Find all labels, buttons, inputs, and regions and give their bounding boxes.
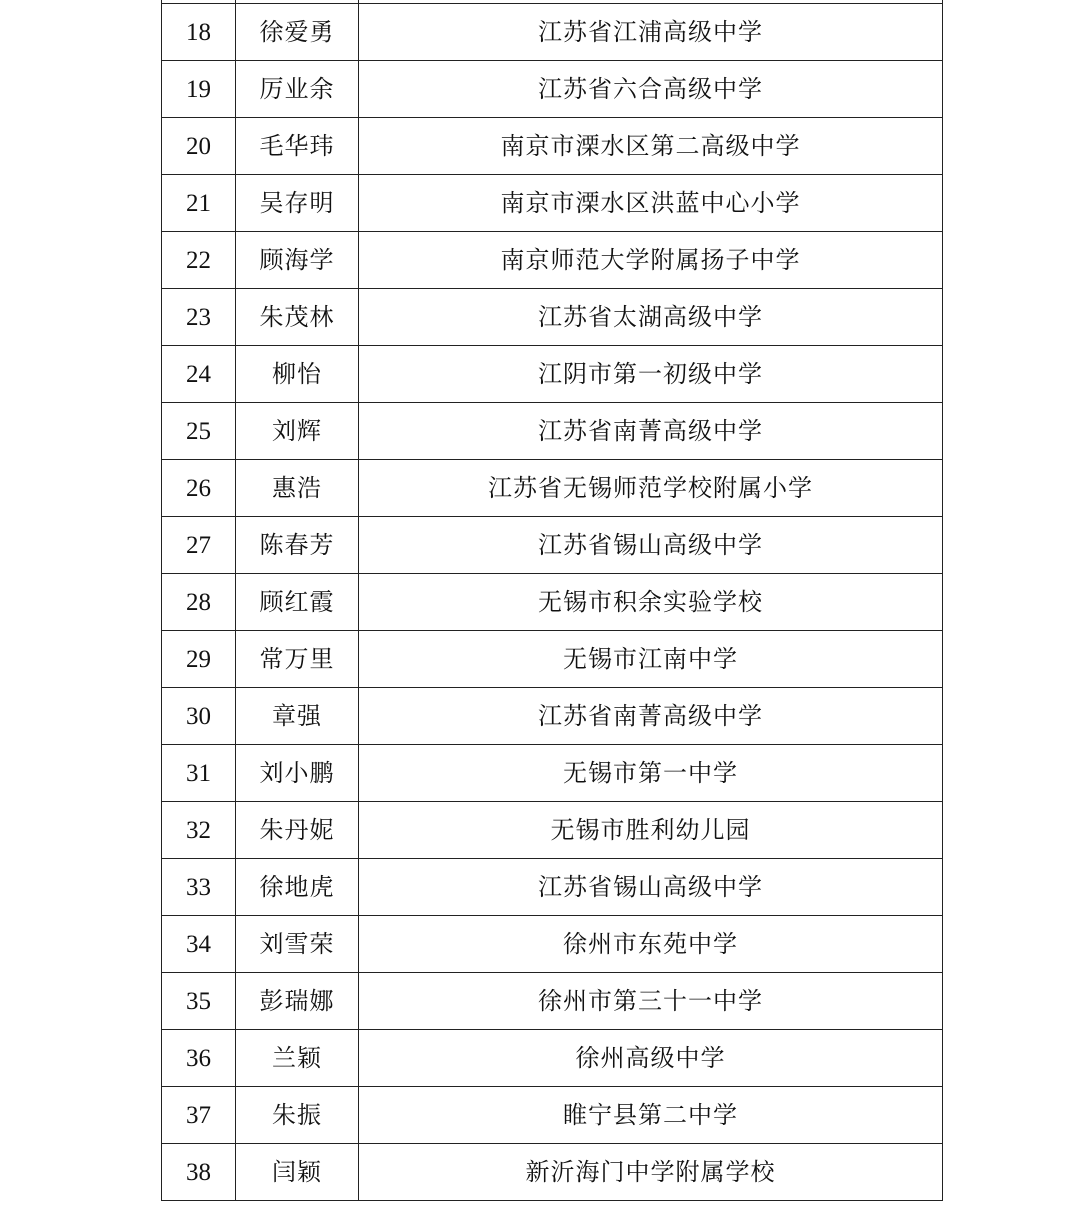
- person-name: 厉业余: [236, 61, 359, 118]
- table-row: [162, 403, 943, 460]
- school-name: 南京市溧水区洪蓝中心小学: [359, 175, 943, 232]
- person-name: 朱丹妮: [236, 802, 359, 859]
- table-row: [162, 175, 943, 232]
- row-number: 30: [162, 688, 236, 745]
- row-number: 22: [162, 232, 236, 289]
- row-number: 27: [162, 517, 236, 574]
- school-name: 南京师范大学附属扬子中学: [359, 232, 943, 289]
- row-number: 23: [162, 289, 236, 346]
- school-name: 江苏省南菁高级中学: [359, 403, 943, 460]
- person-name: 刘小鹏: [236, 745, 359, 802]
- person-name: 柳怡: [236, 346, 359, 403]
- table-row: [162, 517, 943, 574]
- table-row: [162, 232, 943, 289]
- row-number: 38: [162, 1144, 236, 1201]
- table-row: [162, 346, 943, 403]
- table-row: [162, 688, 943, 745]
- row-number: 26: [162, 460, 236, 517]
- table-row: [162, 859, 943, 916]
- person-name: 顾红霞: [236, 574, 359, 631]
- person-name: 惠浩: [236, 460, 359, 517]
- person-name: 兰颖: [236, 1030, 359, 1087]
- school-name: 江苏省太湖高级中学: [359, 289, 943, 346]
- row-number: 36: [162, 1030, 236, 1087]
- person-name: 刘辉: [236, 403, 359, 460]
- row-number: 19: [162, 61, 236, 118]
- row-number: 29: [162, 631, 236, 688]
- table-row: [162, 61, 943, 118]
- school-name: 徐州市第三十一中学: [359, 973, 943, 1030]
- person-name: 徐地虎: [236, 859, 359, 916]
- person-name: 常万里: [236, 631, 359, 688]
- table-row: [162, 460, 943, 517]
- school-name: 无锡市胜利幼儿园: [359, 802, 943, 859]
- person-name: 彭瑞娜: [236, 973, 359, 1030]
- table-row: [162, 574, 943, 631]
- person-name: 闫颖: [236, 1144, 359, 1201]
- row-number: 18: [162, 4, 236, 61]
- school-name: 无锡市江南中学: [359, 631, 943, 688]
- table-row: [162, 4, 943, 61]
- table-row: [162, 916, 943, 973]
- school-name: 江苏省南菁高级中学: [359, 688, 943, 745]
- row-number: 20: [162, 118, 236, 175]
- row-number: 34: [162, 916, 236, 973]
- school-name: 徐州市东苑中学: [359, 916, 943, 973]
- row-number: 28: [162, 574, 236, 631]
- row-number: 37: [162, 1087, 236, 1144]
- school-name: 江苏省锡山高级中学: [359, 517, 943, 574]
- row-number: 24: [162, 346, 236, 403]
- table-row: [162, 118, 943, 175]
- person-name: 陈春芳: [236, 517, 359, 574]
- person-name: 朱茂林: [236, 289, 359, 346]
- row-number: 35: [162, 973, 236, 1030]
- person-name: 毛华玮: [236, 118, 359, 175]
- row-number: 31: [162, 745, 236, 802]
- roster-body: [162, 0, 943, 1201]
- school-name: 徐州高级中学: [359, 1030, 943, 1087]
- school-name: 江苏省锡山高级中学: [359, 859, 943, 916]
- school-name: 无锡市第一中学: [359, 745, 943, 802]
- person-name: 顾海学: [236, 232, 359, 289]
- roster-table: [161, 0, 943, 1201]
- row-number: 32: [162, 802, 236, 859]
- table-row: [162, 1087, 943, 1144]
- person-name: 吴存明: [236, 175, 359, 232]
- person-name: 章强: [236, 688, 359, 745]
- row-number: 25: [162, 403, 236, 460]
- row-number: 33: [162, 859, 236, 916]
- school-name: 睢宁县第二中学: [359, 1087, 943, 1144]
- school-name: 江阴市第一初级中学: [359, 346, 943, 403]
- school-name: 南京市溧水区第二高级中学: [359, 118, 943, 175]
- table-row: [162, 1144, 943, 1201]
- person-name: 徐爱勇: [236, 4, 359, 61]
- table-row: [162, 1030, 943, 1087]
- table-row: [162, 973, 943, 1030]
- table-row: [162, 631, 943, 688]
- table-row: [162, 289, 943, 346]
- school-name: 无锡市积余实验学校: [359, 574, 943, 631]
- school-name: 江苏省六合高级中学: [359, 61, 943, 118]
- person-name: 朱振: [236, 1087, 359, 1144]
- school-name: 新沂海门中学附属学校: [359, 1144, 943, 1201]
- table-row: [162, 745, 943, 802]
- school-name: 江苏省无锡师范学校附属小学: [359, 460, 943, 517]
- row-number: 21: [162, 175, 236, 232]
- person-name: 刘雪荣: [236, 916, 359, 973]
- school-name: 江苏省江浦高级中学: [359, 4, 943, 61]
- table-row: [162, 802, 943, 859]
